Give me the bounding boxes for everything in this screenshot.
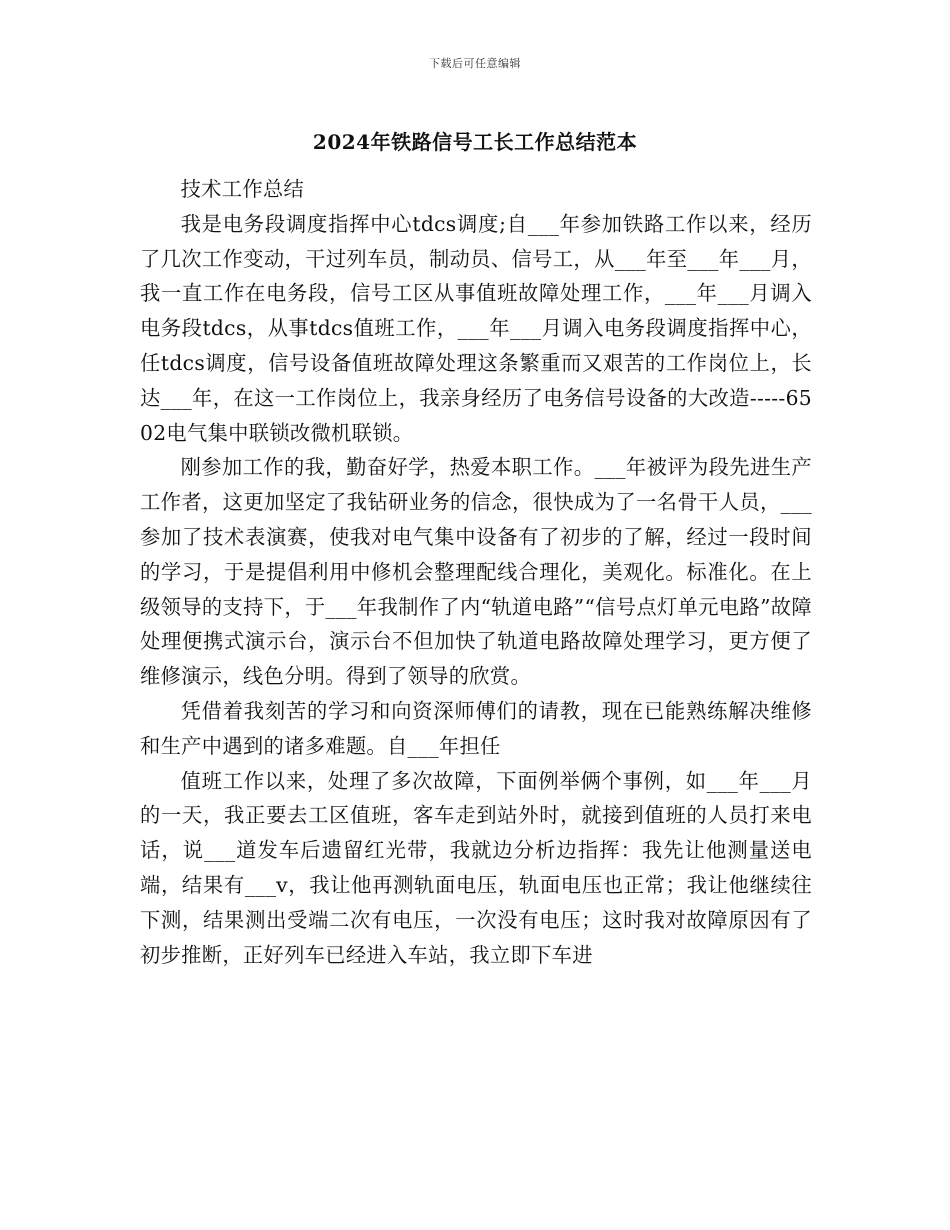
page-header-note: 下载后可任意编辑 [429,57,521,70]
body-paragraph: 值班工作以来，处理了多次故障，下面例举俩个事例，如___年___月的一天，我正要去工区值班，客车走到站外时，就接到值班的人员打来电话，说___道发车后遗留红光带，我就边分析边指挥：我先让他测量送电端，结果有___v，我让他再测轨面电压，轨面电压也正常；我让他继续往下测，结果测出受端二次有电压，一次没有电压；这时我对故障原因有了初步推断，正好列车已经进入车站，我立即下车进 [140,768,812,967]
document-title: 2024年铁路信号工长工作总结范本 [312,130,638,154]
body-paragraph: 凭借着我刻苦的学习和向资深师傅们的请教，现在已能熟练解决维修和生产中遇到的诸多难题。自___年担任 [140,698,812,758]
body-paragraph: 刚参加工作的我，勤奋好学，热爱本职工作。___年被评为段先进生产工作者，这更加坚定了我钻研业务的信念，很快成为了一名骨干人员，___参加了技术表演赛，使我对电气集中设备有了初步的了解，经过一段时间的学习，于是提倡利用中修机会整理配线合理化，美观化。标准化。在上级领导的支持下，于___年我制作了内“轨道电路”“信号点灯单元电路”故障处理便携式演示台，演示台不但加快了轨道电路故障处理学习，更方便了维修演示，线色分明。得到了领导的欣赏。 [140,455,812,689]
section-heading: 技术工作总结 [180,177,305,201]
document-body [140,172,812,972]
body-paragraph: 我是电务段调度指挥中心tdcs调度;自___年参加铁路工作以来，经历了几次工作变动，干过列车员，制动员、信号工，从___年至___年___月，我一直工作在电务段，信号工区从事值班故障处理工作，___年___月调入电务段tdcs，从事tdcs值班工作，___年___月调入电务段调度指挥中心，任tdcs调度，信号设备值班故障处理这条繁重而又艰苦的工作岗位上，长达___年，在这一工作岗位上，我亲身经历了电务信号设备的大改造-----6502电气集中联锁改微机联锁。 [140,211,812,445]
